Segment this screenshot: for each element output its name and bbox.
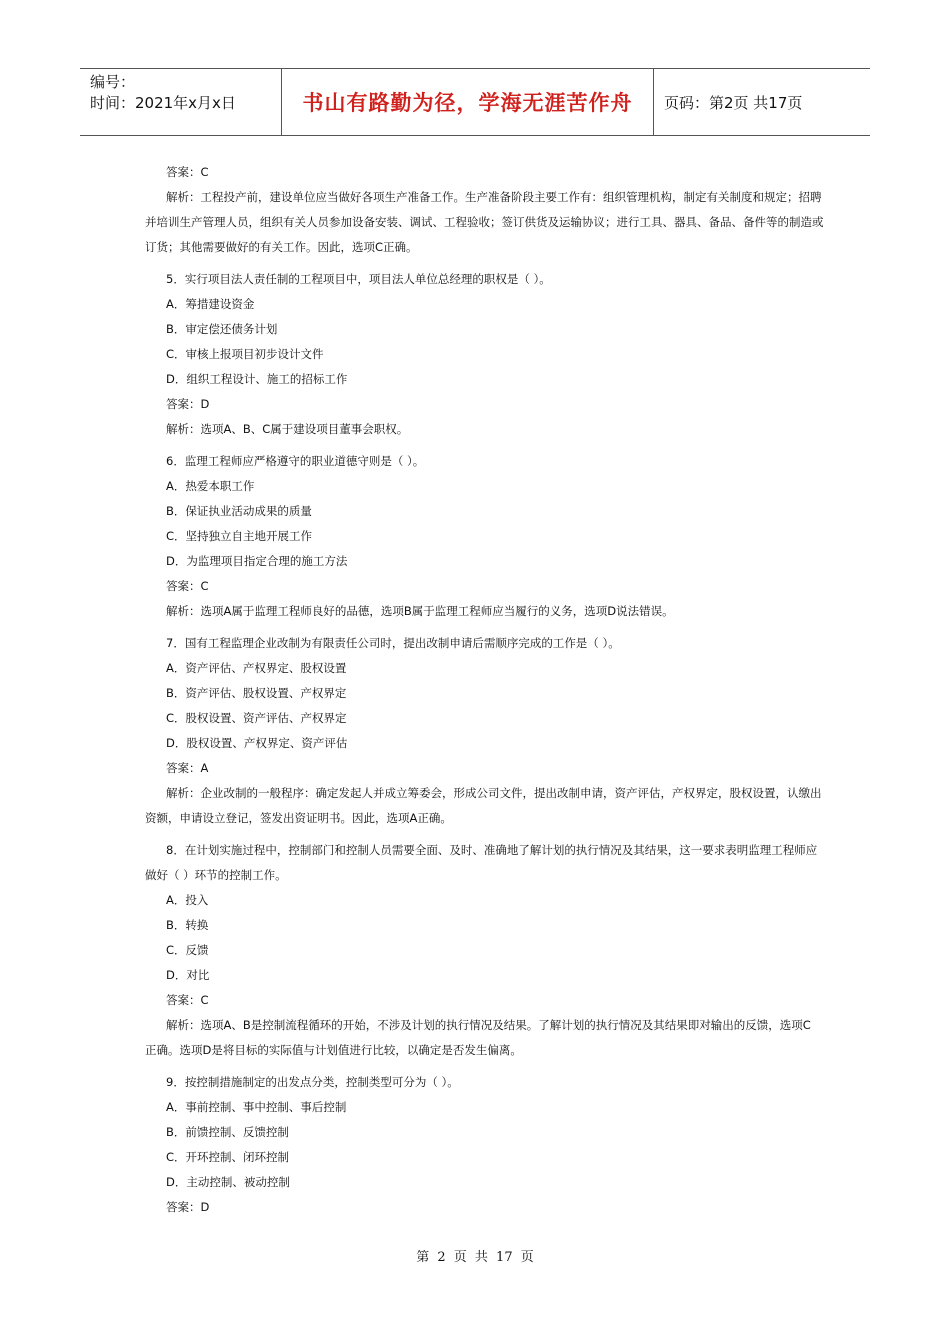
text-line: 答案：D: [166, 1200, 210, 1214]
paragraph-gap: [145, 260, 815, 267]
text-line: 9．按控制措施制定的出发点分类，控制类型可分为（ ）。: [166, 1075, 459, 1089]
text-line: 解析：选项A、B、C属于建设项目董事会职权。: [166, 422, 409, 436]
text-line: 答案：A: [166, 761, 209, 775]
text-line: 订货；其他需要做好的有关工作。因此，选项C正确。: [145, 240, 418, 254]
number-label: 编号：: [90, 73, 136, 91]
text-line: C．坚持独立自主地开展工作: [166, 529, 313, 543]
text-line: 答案：D: [166, 397, 210, 411]
text-line: A．热爱本职工作: [166, 479, 255, 493]
text-line: D．主动控制、被动控制: [166, 1175, 290, 1189]
document-body: [145, 160, 824, 1220]
header-info: [80, 69, 282, 135]
text-line: 6．监理工程师应严格遵守的职业道德守则是（ ）。: [166, 454, 425, 468]
paragraph-gap: [145, 1063, 815, 1070]
text-line: 8．在计划实施过程中，控制部门和控制人员需要全面、及时、准确地了解计划的执行情况及其结果，这一要求表明监理工程师应: [166, 843, 818, 857]
time-label: 时间：2021年x月x日: [90, 94, 236, 112]
text-line: B．保证执业活动成果的质量: [166, 504, 312, 518]
text-line: A．事前控制、事中控制、事后控制: [166, 1100, 347, 1114]
text-line: A．投入: [166, 893, 209, 907]
text-line: 7．国有工程监理企业改制为有限责任公司时，提出改制申请后需顺序完成的工作是（ ）。: [166, 636, 620, 650]
text-line: B．前馈控制、反馈控制: [166, 1125, 289, 1139]
text-line: C．开环控制、闭环控制: [166, 1150, 290, 1164]
text-line: B．审定偿还债务计划: [166, 322, 278, 336]
text-line: 答案：C: [166, 579, 209, 593]
text-line: C．反馈: [166, 943, 209, 957]
text-line: C．股权设置、资产评估、产权界定: [166, 711, 347, 725]
page-header: [80, 68, 870, 136]
text-line: 解析：选项A、B是控制流程循环的开始，不涉及计划的执行情况及结果。了解计划的执行情况及其结果即对输出的反馈，选项C: [166, 1018, 811, 1032]
text-line: 解析：工程投产前，建设单位应当做好各项生产准备工作。生产准备阶段主要工作有：组织管理机构，制定有关制度和规定；招聘: [166, 190, 822, 204]
text-line: D．对比: [166, 968, 210, 982]
motto: 书山有路勤为径，学海无涯苦作舟: [282, 69, 654, 135]
paragraph-gap: [145, 831, 815, 838]
text-line: 并培训生产管理人员，组织有关人员参加设备安装、调试、工程验收；签订供货及运输协议；进行工具、器具、备品、备件等的制造或: [145, 215, 824, 229]
text-line: 解析：选项A属于监理工程师良好的品德，选项B属于监理工程师应当履行的义务，选项D说法错误。: [166, 604, 674, 618]
text-line: B．资产评估、股权设置、产权界定: [166, 686, 347, 700]
page-footer: 第 2 页 共 17 页: [416, 1250, 534, 1265]
text-line: 答案：C: [166, 165, 209, 179]
paragraph-gap: [145, 442, 815, 449]
text-line: 做好（ ）环节的控制工作。: [145, 868, 287, 882]
text-line: A．资产评估、产权界定、股权设置: [166, 661, 347, 675]
text-line: D．为监理项目指定合理的施工方法: [166, 554, 348, 568]
text-line: 5．实行项目法人责任制的工程项目中，项目法人单位总经理的职权是（ ）。: [166, 272, 551, 286]
text-line: A．筹措建设资金: [166, 297, 255, 311]
page-code: 页码：第2页 共17页: [664, 93, 803, 112]
text-line: 答案：C: [166, 993, 209, 1007]
text-line: D．组织工程设计、施工的招标工作: [166, 372, 348, 386]
text-line: 资额，申请设立登记，签发出资证明书。因此，选项A正确。: [145, 811, 452, 825]
text-line: D．股权设置、产权界定、资产评估: [166, 736, 348, 750]
text-line: 正确。选项D是将目标的实际值与计划值进行比较，以确定是否发生偏离。: [145, 1043, 522, 1057]
text-line: 解析：企业改制的一般程序：确定发起人并成立筹委会，形成公司文件，提出改制申请，资产评估，产权界定，股权设置，认缴出: [166, 786, 822, 800]
paragraph-gap: [145, 624, 815, 631]
text-line: B．转换: [166, 918, 209, 932]
text-line: C．审核上报项目初步设计文件: [166, 347, 324, 361]
